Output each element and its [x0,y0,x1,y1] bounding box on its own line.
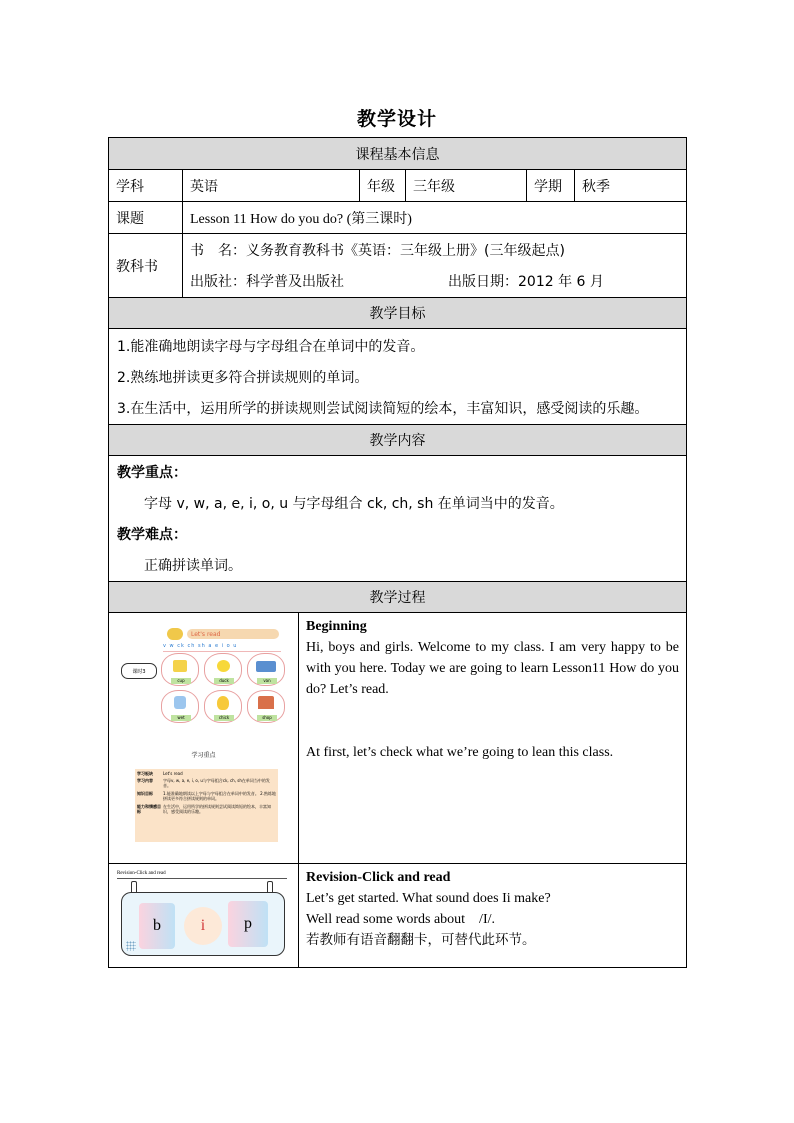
slide-thumbnail-lets-read [109,613,299,863]
duck-icon [217,660,230,672]
shop-icon [258,696,274,709]
word-bubble [247,690,285,723]
page-title: 教学设计 [356,108,437,130]
chick-icon [217,696,229,710]
grade-value: 三年级 [406,170,527,201]
summary-value: Let's read [163,771,183,776]
textbook-details [183,234,686,297]
difficult-points-label: 教学难点： [117,527,187,543]
word-label: cup [171,678,191,684]
step-note: 若教师有语音翻翻卡，可替代此环节。 [306,932,536,948]
summary-value: 字母v, w, a, e, i, o, u与字母组合ck, ch, sh在单词当中的发音。 [163,778,270,788]
step-paragraph: At first, let’s check what we’re going to lean this class. [306,745,614,760]
section-title: 教学目标 [369,306,426,322]
section-title: 课程基本信息 [355,146,440,163]
summary-row [137,771,276,776]
subject-label: 学科 [109,170,183,201]
key-points-summary-table [135,769,278,842]
difficult-points-text: 正确拼读单词。 [144,558,242,574]
slide-title: Revision-Click and read [117,871,166,876]
summary-row [137,778,276,788]
step-paragraph: Hi, boys and girls. Welcome to my class. I am very happy to be with you here. Today we are going to learn Lesson11 How do you do? Let’s read. [306,640,679,697]
key-points-text: 字母 v, w, a, e, i, o, u 与字母组合 ck, ch, sh 在单词当中的发音。 [144,496,564,512]
objective-item: 1.能准确地朗读字母与字母组合在单词中的发音。 [117,338,425,355]
topic-value: Lesson 11 How do you do? (第三课时) [190,211,412,227]
cup-icon [173,660,187,672]
step-title: Beginning [306,619,367,634]
flip-card-frame [121,892,285,956]
section-header-process [109,582,686,613]
word-label: wet [171,715,191,721]
letter-card-b[interactable]: b [139,903,175,949]
word-label: shop [257,715,277,721]
summary-value: 在生活中，运用所学的拼读规则尝试阅读简短的绘本，丰富知识，感受阅读的乐趣。 [163,804,271,814]
word-bubble [161,653,199,686]
step-title: Revision-Click and read [306,870,451,885]
section-title: 教学内容 [369,433,426,449]
summary-key: 能力和情感目标 [137,804,161,814]
summary-row [137,804,276,814]
content-block [109,456,686,582]
term-label: 学期 [527,170,575,201]
info-row-textbook [109,234,686,298]
word-grid [161,653,285,723]
banner-text: Let's read [191,630,221,638]
step-beginning [299,613,686,863]
objectives-block [109,329,686,425]
van-icon [256,661,276,672]
word-bubble [204,653,242,686]
section-header-content [109,425,686,456]
word-label: van [257,678,277,684]
book-name: 书 名：义务教育教科书《英语：三年级上册》(三年级起点) [190,243,565,259]
letter-card-p[interactable]: p [228,901,268,947]
process-row-revision [109,864,686,967]
topic-label: 课题 [109,202,183,233]
word-label: chick [214,715,234,721]
lesson-plan-table [108,137,687,968]
letter-card-i[interactable]: i [184,907,222,945]
publisher: 出版社：科学普及出版社 [190,274,344,290]
info-row-subject [109,170,686,202]
grade-label: 年级 [360,170,406,201]
objective-item: 2.熟练地拼读更多符合拼读规则的单词。 [117,369,369,386]
term-value: 秋季 [582,178,610,195]
step-line: Well read some words about /I/. [306,912,495,927]
summary-key: 学习内容 [137,778,153,783]
publisher-line [190,266,604,297]
summary-key: 学习板块 [137,771,153,776]
slide-thumbnail-click-read [109,864,299,967]
wet-icon [174,696,186,709]
key-points-label: 教学重点： [117,465,187,481]
letters-row: v w ck ch sh a e i o u [163,643,281,652]
step-line: Let’s get started. What sound does Ii make? [306,891,551,906]
section-header-basic-info [109,138,686,170]
word-label: duck [214,678,234,684]
slide-caption: 学习重点 [191,752,216,759]
subject-value: 英语 [183,170,360,201]
word-bubble [161,690,199,723]
step-revision [299,864,686,967]
slide-banner [187,629,279,639]
lesson-tag: 课时3 [121,663,157,679]
section-title: 教学过程 [369,590,426,606]
children-icon [167,628,183,640]
word-bubble [204,690,242,723]
textbook-label: 教科书 [109,234,183,297]
section-header-objectives [109,298,686,329]
info-row-topic [109,202,686,234]
summary-value: 1.能准确地朗读以上字母与字母组合在单词中的发音。 2.熟练地拼读更多符合拼读规则的单词。 [163,791,276,801]
summary-key: 知识目标 [137,791,153,796]
dot-pattern [126,941,136,951]
summary-row [137,791,276,801]
publish-date: 出版日期：2012 年 6 月 [448,274,604,290]
process-row-beginning [109,613,686,864]
word-bubble [247,653,285,686]
slide-title-rule [117,878,287,879]
objective-item: 3.在生活中，运用所学的拼读规则尝试阅读简短的绘本，丰富知识，感受阅读的乐趣。 [117,400,649,417]
